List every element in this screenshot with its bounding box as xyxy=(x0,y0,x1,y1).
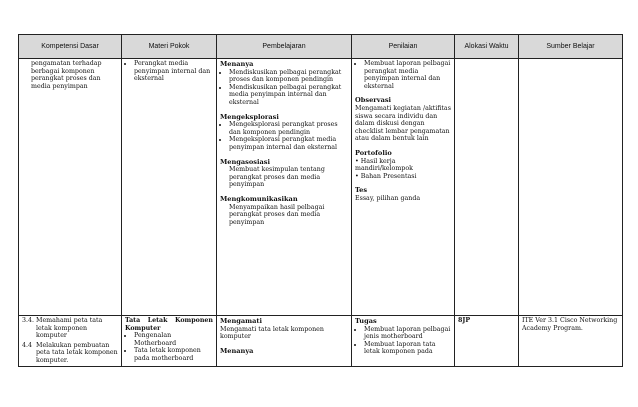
cell-materi xyxy=(122,316,217,367)
list-item: • Mendiskusikan pelbagai perangkat proses dan komponen pendingin xyxy=(229,69,348,84)
header-kompetensi-dasar: Kompetensi Dasar xyxy=(19,35,122,59)
portofolio-item: • Hasil kerja mandiri/kelompok xyxy=(355,157,413,173)
cell-sumber xyxy=(519,59,623,316)
komunikasi-heading: Mengkomunikasikan xyxy=(220,194,298,203)
cell-pembelajaran xyxy=(217,59,352,316)
list-item: • Membuat laporan pelbagai perangkat media penyimpan internal dan eksternal xyxy=(364,60,451,90)
menanya-heading: Menanya xyxy=(220,60,254,68)
eksplorasi-list xyxy=(220,121,348,151)
alokasi-value: 8JP xyxy=(458,317,471,324)
header-row xyxy=(19,35,623,59)
cell-kompetensi xyxy=(19,59,122,316)
mengamati-heading: Mengamati xyxy=(220,317,262,325)
eksplorasi-heading: Mengeksplorasi xyxy=(220,112,279,121)
sumber-text: ITE Ver 3.1 Cisco Networking Academy Program. xyxy=(522,317,618,332)
cell-penilaian xyxy=(352,59,455,316)
cell-penilaian xyxy=(352,316,455,367)
kompetensi-text: pengamatan terhadap berbagai komponen perangkat proses dan media penyimpan xyxy=(31,60,102,90)
cell-pembelajaran xyxy=(217,316,352,367)
syllabus-table xyxy=(18,34,623,367)
cell-sumber xyxy=(519,316,623,367)
asosiasi-text: Membuat kesimpulan tentang perangkat proses dan media penyimpan xyxy=(229,166,325,189)
list-item: • Perangkat media penyimpan internal dan eksternal xyxy=(134,60,213,83)
cell-alokasi xyxy=(455,59,519,316)
header-alokasi-waktu: Alokasi Waktu xyxy=(455,35,519,59)
cell-alokasi xyxy=(455,316,519,367)
table-row xyxy=(19,59,623,316)
header-penilaian: Penilaian xyxy=(352,35,455,59)
kd-item xyxy=(22,342,118,365)
komunikasi-text: Menyampaikan hasil pelbagai perangkat proses dan media penyimpan xyxy=(229,203,325,226)
tes-heading: Tes xyxy=(355,186,368,195)
kd-text: Melakukan pembuatan peta tata letak komponen komputer. xyxy=(36,341,118,364)
portofolio-item: • Bahan Presentasi xyxy=(355,172,417,180)
header-pembelajaran: Pembelajaran xyxy=(217,35,352,59)
header-sumber-belajar: Sumber Belajar xyxy=(519,35,623,59)
menanya-list xyxy=(220,69,348,107)
kd-text: Memahami peta tata letak komponen komputer xyxy=(36,317,103,340)
tes-text: Essay, pilihan ganda xyxy=(355,194,421,202)
materi-list xyxy=(125,332,213,362)
table-row xyxy=(19,316,623,367)
cell-materi xyxy=(122,59,217,316)
list-item: • Mendiskusikan pelbagai perangkat media penyimpan internal dan eksternal xyxy=(229,84,348,107)
kd-number: 3.4. xyxy=(22,317,35,324)
list-item: • Membuat laporan tata letak komponen pada xyxy=(364,341,451,356)
tugas-list xyxy=(355,326,451,356)
list-item: • Pengenalan Motherboard xyxy=(134,332,213,347)
asosiasi-heading: Mengasosiasi xyxy=(220,157,270,166)
menanya-heading: Menanya xyxy=(220,346,254,355)
cell-kompetensi xyxy=(19,316,122,367)
list-item: • Mengeksplorasi perangkat proses dan komponen pendingin xyxy=(229,121,348,136)
mengamati-text: Mengamati tata letak komponen komputer xyxy=(220,325,324,341)
portofolio-heading: Portofolio xyxy=(355,148,392,157)
tugas-heading: Tugas xyxy=(355,317,377,325)
kd-item xyxy=(22,317,118,340)
syllabus-table-page xyxy=(18,34,622,362)
observasi-heading: Observasi xyxy=(355,96,392,105)
header-materi-pokok: Materi Pokok xyxy=(122,35,217,59)
penilaian-list xyxy=(355,60,451,90)
list-item: • Mengeksplorasi perangkat media penyimpan internal dan eksternal xyxy=(229,136,348,151)
list-item: • Tata letak komponen pada motherboard xyxy=(134,347,213,362)
materi-list xyxy=(125,60,213,83)
materi-title: Tata Letak Komponen Komputer xyxy=(125,317,213,332)
observasi-text: Mengamati kegiatan /aktifitas siswa secara individu dan dalam diskusi dengan checklist lembar pengamatan atau dalam bentuk lain xyxy=(355,104,451,143)
list-item: • Membuat laporan pelbagai jenis motherboard xyxy=(364,326,451,341)
kd-number: 4.4 xyxy=(22,341,33,349)
